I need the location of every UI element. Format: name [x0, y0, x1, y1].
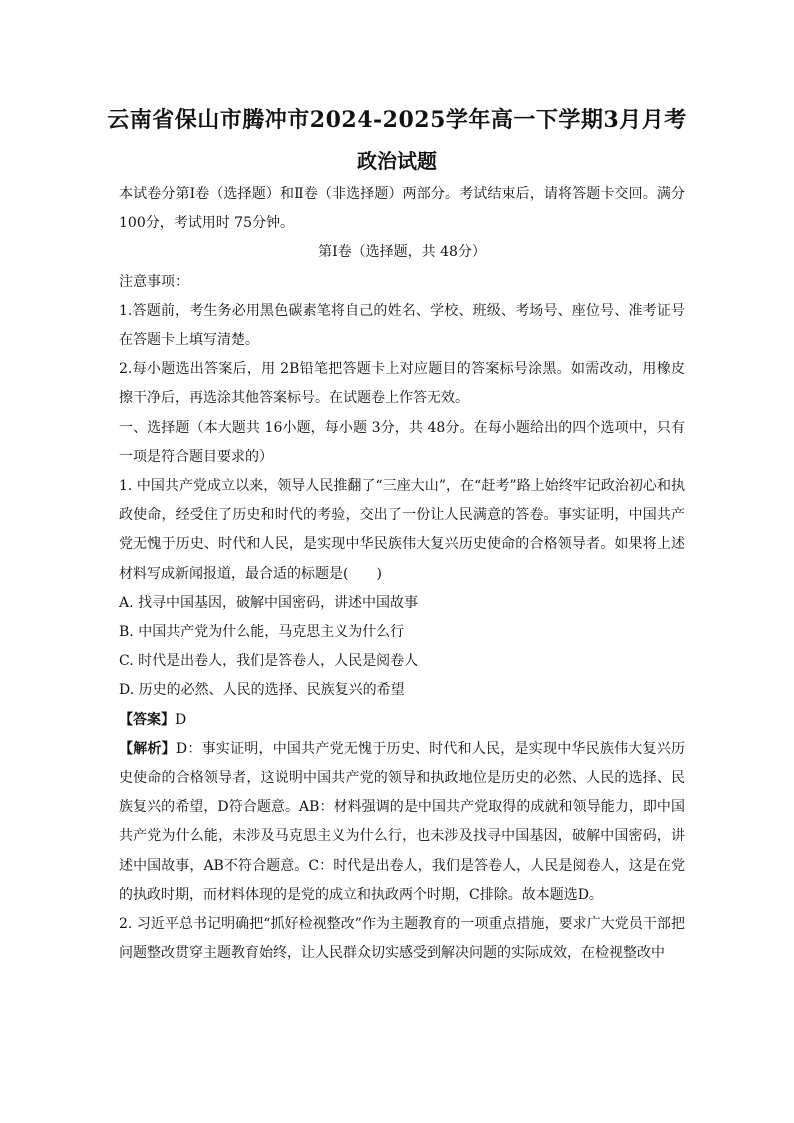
option-d: D. 历史的必然、人民的选择、民族复兴的希望 [119, 682, 405, 699]
answer-label: 【答案】 [119, 711, 175, 728]
document-title: 云南省保山市腾冲市2024-2025学年高一下学期3月月考 [107, 107, 687, 133]
notice-item: 1.答题前，考生务必用黑色碳素笔将自己的姓名、学校、班级、考场号、座位号、准考证号在答题卡上填写清楚。 [119, 302, 685, 349]
notice-heading: 注意事项： [119, 273, 189, 290]
document-subtitle: 政治试题 [357, 149, 437, 173]
option-c: C. 时代是出卷人，我们是答卷人，人民是阅卷人 [119, 653, 419, 670]
notice-item: 2.每小题选出答案后，用 2B铅笔把答题卡上对应题目的答案标号涂黑。如需改动，用橡皮擦干净后，再选涂其他答案标号。在试题卷上作答无效。 [119, 361, 685, 407]
part-heading: 一、选择题（本大题共 16小题，每小题 3分，共 48分。在每小题给出的四个选项中，只有一项是符合题目要求的） [119, 419, 685, 465]
document-body [119, 180, 685, 968]
analysis-label: 【解析】 [119, 740, 176, 757]
section-heading: 第Ⅰ卷（选择题，共 48分） [318, 244, 486, 261]
option-a: A. 找寻中国基因，破解中国密码，讲述中国故事 [119, 594, 419, 611]
analysis-paragraph [119, 735, 685, 910]
answer-line [119, 706, 685, 735]
exam-intro: 本试卷分第Ⅰ卷（选择题）和Ⅱ卷（非选择题）两部分。考试结束后，请将答题卡交回。满分 100分，考试用时 75分钟。 [119, 186, 685, 232]
question-stem: 1. 中国共产党成立以来，领导人民推翻了“三座大山”，在“赶考”路上始终牢记政治初心和执政使命，经受住了历史和时代的考验，交出了一份让人民满意的答卷。事实证明，中国共产党无愧于历史、时代和人民，是实现中华民族伟大复兴历史使命的合格领导者。如果将上述材料写成新闻报道，最合适的标题是( ) [119, 478, 685, 582]
answer-value: D [175, 711, 187, 728]
option-b: B. 中国共产党为什么能，马克思主义为什么行 [119, 624, 405, 641]
analysis-text: D：事实证明，中国共产党无愧于历史、时代和人民，是实现中华民族伟大复兴历史使命的合格领导者，这说明中国共产党的领导和执政地位是历史的必然、人民的选择、民族复兴的希望，D符合题意。AB：材料强调的是中国共产党取得的成就和领导能力，即中国共产党为什么能，未涉及马克思主义为什么行，也未涉及找寻中国基因，破解中国密码，讲述中国故事，AB不符合题意。C：时代是出卷人，我们是答卷人，人民是阅卷人，这是在党的执政时期，而材料体现的是党的成立和执政两个时期，C排除。故本题选D。 [119, 740, 685, 903]
question-stem: 2. 习近平总书记明确把“抓好检视整改”作为主题教育的一项重点措施，要求广大党员干部把问题整改贯穿主题教育始终，让人民群众切实感受到解决问题的实际成效，在检视整改中 [119, 916, 685, 962]
